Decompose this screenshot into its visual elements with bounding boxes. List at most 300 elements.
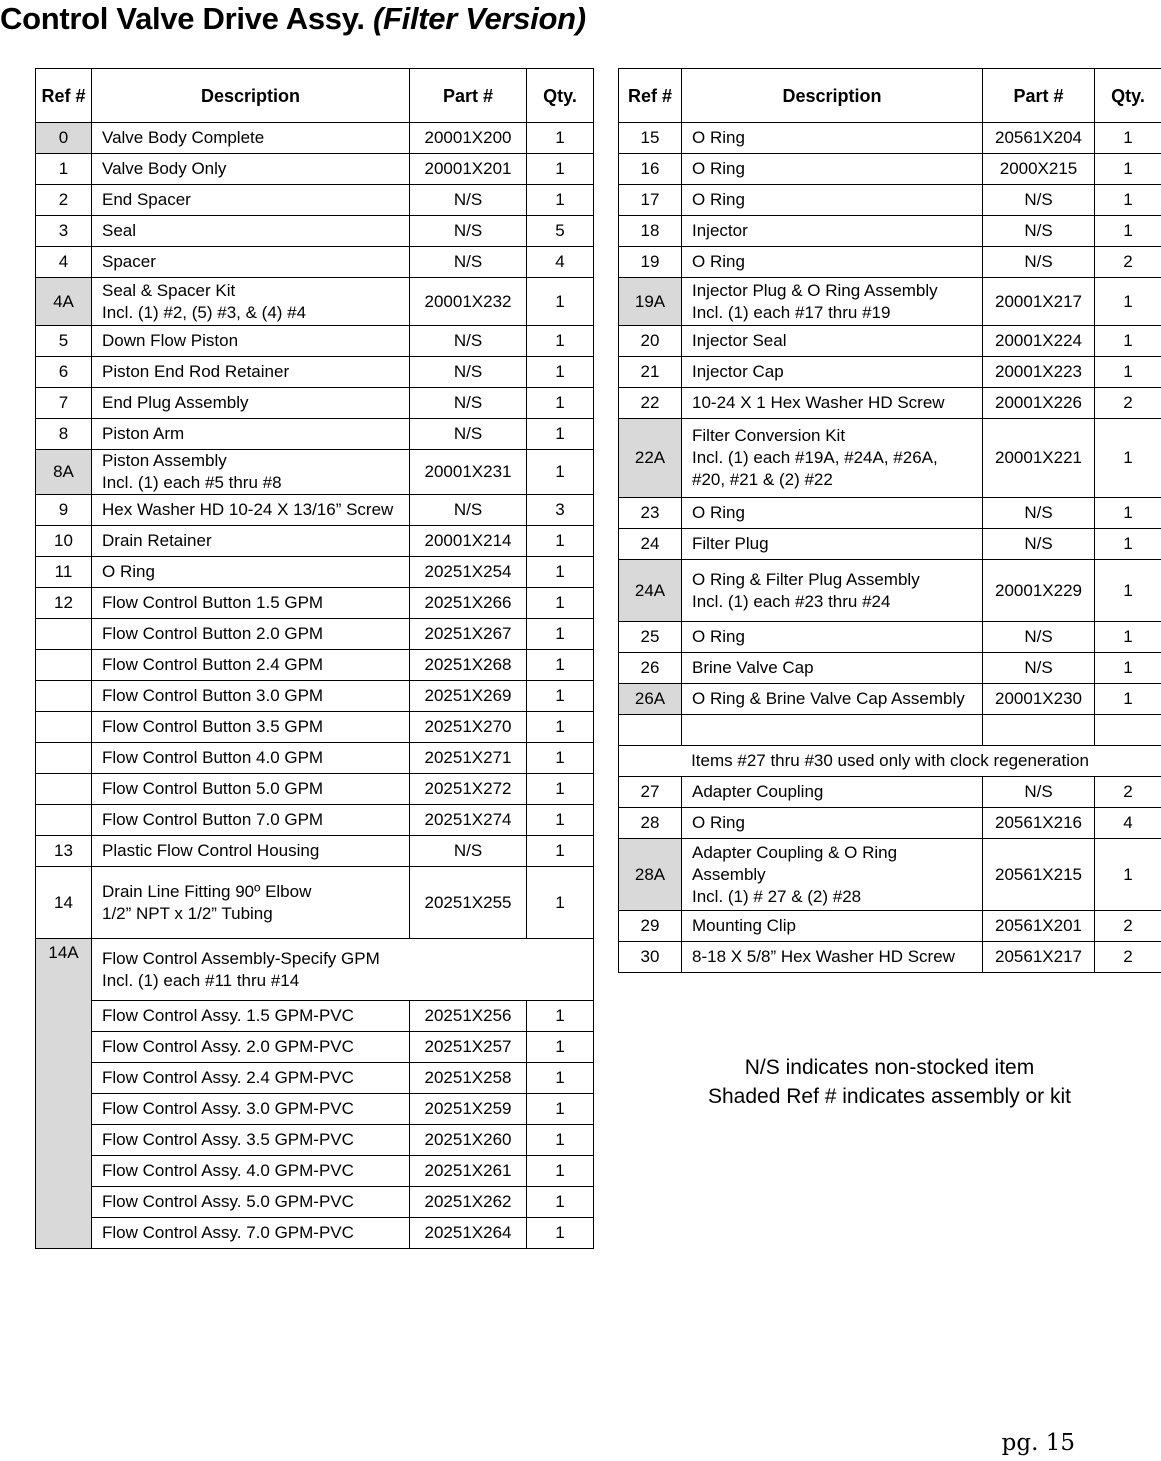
qty-cell: 1 xyxy=(527,836,594,867)
part-number-cell: N/S xyxy=(410,388,527,419)
description-cell xyxy=(682,808,983,839)
ref-cell: 17 xyxy=(619,185,682,216)
ref-cell: 15 xyxy=(619,123,682,154)
qty-cell: 1 xyxy=(527,743,594,774)
description-cell xyxy=(682,715,983,746)
description-line: O Ring xyxy=(692,503,745,522)
part-number-cell: 20251X272 xyxy=(410,774,527,805)
description-line: O Ring xyxy=(102,562,155,581)
description-cell xyxy=(92,419,410,450)
description-cell: Flow Control Assy. 2.0 GPM-PVC xyxy=(92,1032,410,1063)
table-row xyxy=(619,326,1161,357)
ref-cell: 18 xyxy=(619,216,682,247)
table-row xyxy=(36,1063,594,1094)
description-line: O Ring xyxy=(692,627,745,646)
table-row xyxy=(619,684,1161,715)
qty-cell: 1 xyxy=(1095,529,1161,560)
description-cell xyxy=(92,216,410,247)
description-line: End Plug Assembly xyxy=(102,393,249,412)
ref-cell: 1 xyxy=(36,154,92,185)
table-row xyxy=(36,388,594,419)
part-number-cell xyxy=(983,715,1095,746)
qty-cell: 1 xyxy=(527,450,594,495)
table-row xyxy=(36,1094,594,1125)
qty-cell: 1 xyxy=(527,278,594,326)
qty-cell: 1 xyxy=(1095,326,1161,357)
table-row xyxy=(619,216,1161,247)
qty-cell: 1 xyxy=(527,805,594,836)
table-row xyxy=(619,715,1161,746)
header-part: Part # xyxy=(983,69,1095,123)
ref-cell: 21 xyxy=(619,357,682,388)
part-number-cell: 20251X267 xyxy=(410,619,527,650)
description-line: Incl. (1) # 27 & (2) #28 xyxy=(692,886,862,906)
table-row xyxy=(619,278,1161,326)
description-line: Incl. (1) each #23 thru #24 xyxy=(692,591,891,611)
part-number-cell: N/S xyxy=(983,247,1095,278)
description-cell: Flow Control Assy. 5.0 GPM-PVC xyxy=(92,1187,410,1218)
ref-cell xyxy=(36,712,92,743)
table-row xyxy=(619,185,1161,216)
part-number-cell: 20001X201 xyxy=(410,154,527,185)
description-cell xyxy=(682,216,983,247)
table-row xyxy=(36,247,594,278)
qty-cell: 2 xyxy=(1095,247,1161,278)
description-cell xyxy=(92,450,410,495)
description-line: O Ring xyxy=(692,813,745,832)
qty-cell: 1 xyxy=(527,681,594,712)
description-line: Plastic Flow Control Housing xyxy=(102,841,320,860)
table-row xyxy=(619,357,1161,388)
ref-cell: 2 xyxy=(36,185,92,216)
description-line: Injector Seal xyxy=(692,331,787,350)
qty-cell: 1 xyxy=(1095,185,1161,216)
ref-cell: 27 xyxy=(619,777,682,808)
description-cell: Flow Control Assy. 1.5 GPM-PVC xyxy=(92,1001,410,1032)
description-cell xyxy=(682,357,983,388)
qty-cell xyxy=(1095,715,1161,746)
table-row xyxy=(36,495,594,526)
qty-cell: 2 xyxy=(1095,777,1161,808)
part-number-cell: N/S xyxy=(410,216,527,247)
description-line: Piston Assembly xyxy=(102,451,227,470)
description-cell xyxy=(92,650,410,681)
description-line: Adapter Coupling & O Ring xyxy=(692,842,898,862)
header-qty: Qty. xyxy=(527,69,594,123)
table-row xyxy=(619,123,1161,154)
ref-cell: 6 xyxy=(36,357,92,388)
table-row xyxy=(36,450,594,495)
qty-cell: 5 xyxy=(527,216,594,247)
qty-cell: 1 xyxy=(527,588,594,619)
part-number-cell: N/S xyxy=(410,495,527,526)
description-cell xyxy=(92,278,410,326)
table-row xyxy=(36,1032,594,1063)
qty-cell: 4 xyxy=(527,247,594,278)
ref-cell: 0 xyxy=(36,123,92,154)
description-line: Brine Valve Cap xyxy=(692,658,814,677)
table-row xyxy=(36,1001,594,1032)
description-cell xyxy=(682,326,983,357)
description-line: End Spacer xyxy=(102,190,191,209)
description-line: Valve Body Complete xyxy=(102,128,265,147)
description-cell xyxy=(92,154,410,185)
part-number-cell: 2000X215 xyxy=(983,154,1095,185)
note-shaded: Shaded Ref # indicates assembly or kit xyxy=(707,1085,1072,1108)
part-number-cell: N/S xyxy=(983,498,1095,529)
part-number-cell: 20001X224 xyxy=(983,326,1095,357)
description-line: Hex Washer HD 10-24 X 13/16” Screw xyxy=(102,500,394,519)
description-cell xyxy=(92,247,410,278)
part-number-cell: 20251X269 xyxy=(410,681,527,712)
part-number-cell: 20001X214 xyxy=(410,526,527,557)
table-row xyxy=(36,774,594,805)
ref-cell: 28 xyxy=(619,808,682,839)
table-row xyxy=(36,836,594,867)
description-cell xyxy=(92,712,410,743)
qty-cell: 1 xyxy=(527,123,594,154)
table-row xyxy=(36,216,594,247)
description-line: 1/2” NPT x 1/2” Tubing xyxy=(102,903,273,923)
description-line: Mounting Clip xyxy=(692,916,796,935)
part-number-cell: 20251X259 xyxy=(410,1094,527,1125)
description-cell xyxy=(682,419,983,498)
qty-cell: 1 xyxy=(527,650,594,681)
description-cell: Flow Control Assy. 3.0 GPM-PVC xyxy=(92,1094,410,1125)
ref-cell: 12 xyxy=(36,588,92,619)
ref-cell: 13 xyxy=(36,836,92,867)
description-cell xyxy=(92,123,410,154)
description-line: Drain Retainer xyxy=(102,531,212,550)
table-row xyxy=(36,1218,594,1249)
part-number-cell: N/S xyxy=(983,777,1095,808)
qty-cell: 2 xyxy=(1095,942,1161,973)
table-row xyxy=(36,278,594,326)
part-number-cell: N/S xyxy=(410,419,527,450)
qty-cell: 1 xyxy=(1095,216,1161,247)
description-cell xyxy=(92,619,410,650)
table-row xyxy=(36,939,594,1001)
page-title xyxy=(0,0,586,42)
table-row xyxy=(619,839,1161,911)
table-row xyxy=(619,808,1161,839)
description-line: Flow Control Button 1.5 GPM xyxy=(102,593,324,612)
qty-cell: 1 xyxy=(527,557,594,588)
table-row xyxy=(36,419,594,450)
table-row xyxy=(36,1125,594,1156)
description-cell xyxy=(92,774,410,805)
table-row xyxy=(36,867,594,939)
description-line: Flow Control Button 2.0 GPM xyxy=(102,624,324,643)
ref-cell: 28A xyxy=(619,839,682,911)
title-subtitle: (Filter Version) xyxy=(372,1,586,36)
description-cell xyxy=(682,942,983,973)
table-row xyxy=(36,805,594,836)
section-note-cell: Items #27 thru #30 used only with clock regeneration xyxy=(619,746,1161,777)
description-cell xyxy=(682,777,983,808)
table-row xyxy=(619,498,1161,529)
qty-cell: 1 xyxy=(1095,560,1161,622)
header-row xyxy=(36,69,594,123)
ref-cell: 25 xyxy=(619,622,682,653)
qty-cell: 1 xyxy=(527,154,594,185)
ref-cell: 22 xyxy=(619,388,682,419)
qty-cell: 1 xyxy=(527,1156,594,1187)
qty-cell: 1 xyxy=(527,774,594,805)
part-number-cell: N/S xyxy=(983,529,1095,560)
description-line: 10-24 X 1 Hex Washer HD Screw xyxy=(692,393,945,412)
ref-cell: 4A xyxy=(36,278,92,326)
table-row xyxy=(619,746,1161,777)
part-number-cell: 20561X217 xyxy=(983,942,1095,973)
table-row xyxy=(619,777,1161,808)
description-line: Filter Conversion Kit xyxy=(692,426,846,445)
description-line: Seal & Spacer Kit xyxy=(102,280,236,300)
description-line: O Ring xyxy=(692,159,745,178)
part-number-cell: 20001X200 xyxy=(410,123,527,154)
table-row xyxy=(36,619,594,650)
description-cell: Flow Control Assy. 4.0 GPM-PVC xyxy=(92,1156,410,1187)
ref-cell: 11 xyxy=(36,557,92,588)
ref-cell xyxy=(36,681,92,712)
description-line: Incl. (1) each #17 thru #19 xyxy=(692,302,891,322)
ref-cell: 14 xyxy=(36,867,92,939)
description-cell xyxy=(682,498,983,529)
part-number-cell: 20251X261 xyxy=(410,1156,527,1187)
description-cell: Flow Control Assy. 2.4 GPM-PVC xyxy=(92,1063,410,1094)
table-row xyxy=(619,419,1161,498)
qty-cell: 1 xyxy=(527,1063,594,1094)
ref-cell xyxy=(36,805,92,836)
qty-cell: 1 xyxy=(527,419,594,450)
description-cell xyxy=(92,681,410,712)
qty-cell: 1 xyxy=(527,326,594,357)
description-cell: Flow Control Assy. 7.0 GPM-PVC xyxy=(92,1218,410,1249)
qty-cell: 1 xyxy=(1095,839,1161,911)
qty-cell: 1 xyxy=(1095,498,1161,529)
ref-cell: 14A xyxy=(36,939,92,1249)
description-line: O Ring & Brine Valve Cap Assembly xyxy=(692,689,965,708)
part-number-cell: 20251X254 xyxy=(410,557,527,588)
qty-cell: 1 xyxy=(1095,278,1161,326)
ref-cell xyxy=(36,774,92,805)
qty-cell: 4 xyxy=(1095,808,1161,839)
description-cell xyxy=(92,388,410,419)
part-number-cell: N/S xyxy=(410,836,527,867)
part-number-cell: 20251X266 xyxy=(410,588,527,619)
description-line: Incl. (1) #2, (5) #3, & (4) #4 xyxy=(102,302,307,322)
table-row xyxy=(36,326,594,357)
description-line: Drain Line Fitting 90º Elbow xyxy=(102,881,312,901)
part-number-cell: 20001X229 xyxy=(983,560,1095,622)
ref-cell: 4 xyxy=(36,247,92,278)
parts-table-right xyxy=(618,68,1161,973)
description-line: Incl. (1) each #11 thru #14 xyxy=(102,970,300,990)
description-line: Flow Control Button 2.4 GPM xyxy=(102,655,324,674)
ref-cell: 8 xyxy=(36,419,92,450)
ref-cell: 16 xyxy=(619,154,682,185)
description-cell xyxy=(682,560,983,622)
part-number-cell: 20001X231 xyxy=(410,450,527,495)
ref-cell: 24 xyxy=(619,529,682,560)
description-cell xyxy=(682,529,983,560)
description-cell xyxy=(92,743,410,774)
table-row xyxy=(36,123,594,154)
part-number-cell: 20561X216 xyxy=(983,808,1095,839)
ref-cell: 19 xyxy=(619,247,682,278)
description-cell xyxy=(92,867,410,939)
table-row xyxy=(36,1156,594,1187)
header-ref: Ref # xyxy=(619,69,682,123)
table-row xyxy=(36,357,594,388)
ref-cell xyxy=(619,715,682,746)
table-row xyxy=(36,712,594,743)
ref-cell xyxy=(36,619,92,650)
ref-cell: 30 xyxy=(619,942,682,973)
table-row xyxy=(36,650,594,681)
part-number-cell: 20251X271 xyxy=(410,743,527,774)
part-number-cell: 20251X258 xyxy=(410,1063,527,1094)
table-row xyxy=(36,557,594,588)
part-number-cell: N/S xyxy=(410,326,527,357)
description-line: O Ring xyxy=(692,190,745,209)
description-line: Flow Control Assembly-Specify GPM xyxy=(102,948,380,968)
description-cell xyxy=(682,185,983,216)
table-row xyxy=(619,529,1161,560)
ref-cell: 7 xyxy=(36,388,92,419)
table-row xyxy=(36,154,594,185)
part-number-cell: N/S xyxy=(983,622,1095,653)
qty-cell: 1 xyxy=(527,712,594,743)
ref-cell xyxy=(36,743,92,774)
part-number-cell: N/S xyxy=(410,247,527,278)
description-cell xyxy=(92,836,410,867)
description-line: Spacer xyxy=(102,252,156,271)
qty-cell: 1 xyxy=(527,1125,594,1156)
table-row xyxy=(619,560,1161,622)
description-line: Incl. (1) each #19A, #24A, #26A, xyxy=(692,448,938,467)
description-line: Assembly xyxy=(692,864,766,884)
ref-cell: 19A xyxy=(619,278,682,326)
description-cell: Flow Control Assy. 3.5 GPM-PVC xyxy=(92,1125,410,1156)
qty-cell: 3 xyxy=(527,495,594,526)
description-line: O Ring xyxy=(692,128,745,147)
header-qty: Qty. xyxy=(1095,69,1161,123)
table-row xyxy=(36,185,594,216)
ref-cell: 29 xyxy=(619,911,682,942)
table-row xyxy=(619,942,1161,973)
description-cell xyxy=(682,278,983,326)
table-row xyxy=(36,681,594,712)
qty-cell: 1 xyxy=(527,1032,594,1063)
part-number-cell: 20251X260 xyxy=(410,1125,527,1156)
qty-cell: 1 xyxy=(527,526,594,557)
part-number-cell: N/S xyxy=(983,653,1095,684)
qty-cell: 1 xyxy=(1095,123,1161,154)
description-cell xyxy=(92,939,594,1001)
qty-cell: 1 xyxy=(527,619,594,650)
description-cell xyxy=(682,653,983,684)
part-number-cell: 20251X255 xyxy=(410,867,527,939)
description-line: Filter Plug xyxy=(692,534,769,553)
description-cell xyxy=(682,839,983,911)
description-line: Seal xyxy=(102,221,137,240)
description-line: Flow Control Button 3.0 GPM xyxy=(102,686,324,705)
ref-cell: 9 xyxy=(36,495,92,526)
ref-cell: 3 xyxy=(36,216,92,247)
header-row xyxy=(619,69,1161,123)
part-number-cell: 20561X215 xyxy=(983,839,1095,911)
part-number-cell: 20001X230 xyxy=(983,684,1095,715)
description-cell xyxy=(682,247,983,278)
description-line: Injector xyxy=(692,221,748,240)
description-line: Flow Control Button 7.0 GPM xyxy=(102,810,324,829)
description-cell xyxy=(682,684,983,715)
part-number-cell: 20001X221 xyxy=(983,419,1095,498)
ref-cell xyxy=(36,650,92,681)
qty-cell: 1 xyxy=(527,357,594,388)
qty-cell: 1 xyxy=(1095,419,1161,498)
part-number-cell: N/S xyxy=(983,216,1095,247)
part-number-cell: 20561X201 xyxy=(983,911,1095,942)
description-line: 8-18 X 5/8” Hex Washer HD Screw xyxy=(692,947,955,966)
part-number-cell: 20251X264 xyxy=(410,1218,527,1249)
header-ref: Ref # xyxy=(36,69,92,123)
description-line: Valve Body Only xyxy=(102,159,227,178)
description-line: Flow Control Button 3.5 GPM xyxy=(102,717,324,736)
qty-cell: 2 xyxy=(1095,911,1161,942)
description-line: Flow Control Button 5.0 GPM xyxy=(102,779,324,798)
part-number-cell: 20001X217 xyxy=(983,278,1095,326)
description-cell xyxy=(92,526,410,557)
part-number-cell: N/S xyxy=(410,185,527,216)
qty-cell: 1 xyxy=(527,185,594,216)
part-number-cell: 20001X232 xyxy=(410,278,527,326)
ref-cell: 20 xyxy=(619,326,682,357)
description-line: Piston End Rod Retainer xyxy=(102,362,290,381)
qty-cell: 1 xyxy=(527,1094,594,1125)
part-number-cell: 20251X268 xyxy=(410,650,527,681)
qty-cell: 1 xyxy=(527,388,594,419)
part-number-cell: 20251X257 xyxy=(410,1032,527,1063)
ref-cell: 5 xyxy=(36,326,92,357)
qty-cell: 1 xyxy=(1095,622,1161,653)
qty-cell: 1 xyxy=(1095,653,1161,684)
part-number-cell: N/S xyxy=(410,357,527,388)
description-cell xyxy=(682,911,983,942)
description-cell xyxy=(92,557,410,588)
description-cell xyxy=(682,123,983,154)
title-main: Control Valve Drive Assy. xyxy=(0,1,373,36)
table-row xyxy=(619,653,1161,684)
parts-table-left xyxy=(35,68,594,1249)
qty-cell: 2 xyxy=(1095,388,1161,419)
qty-cell: 1 xyxy=(527,1218,594,1249)
part-number-cell: 20001X223 xyxy=(983,357,1095,388)
ref-cell: 8A xyxy=(36,450,92,495)
description-cell xyxy=(682,622,983,653)
table-row xyxy=(619,622,1161,653)
note-nonstocked: N/S indicates non-stocked item xyxy=(744,1056,1035,1079)
part-number-cell: N/S xyxy=(983,185,1095,216)
description-line: O Ring xyxy=(692,252,745,271)
qty-cell: 1 xyxy=(527,1001,594,1032)
part-number-cell: 20251X274 xyxy=(410,805,527,836)
page-number: pg. 15 xyxy=(1001,1430,1075,1456)
table-row xyxy=(619,911,1161,942)
qty-cell: 1 xyxy=(527,867,594,939)
description-cell xyxy=(92,495,410,526)
